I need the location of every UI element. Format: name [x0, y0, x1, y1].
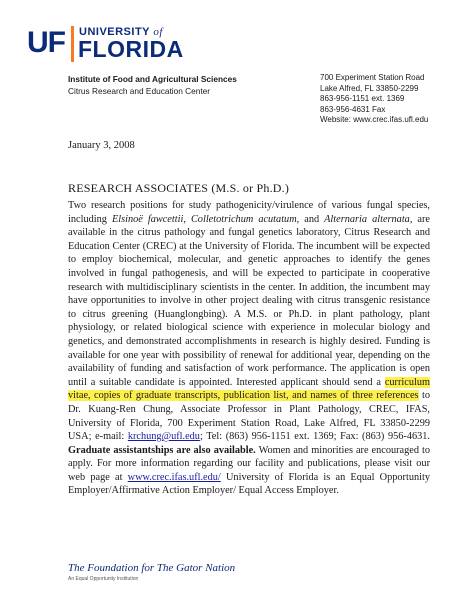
body-text-8: University of Florida is an Equal Opportunity Employer/Affirmative Action Employer/ Equal Access Employer. [68, 471, 430, 497]
logo-divider [71, 26, 74, 62]
body-text-3: , and [296, 213, 325, 225]
highlighted-requirements: curriculum vitae, copies of graduate transcripts, publication list, and names of three references [68, 376, 430, 402]
letter-footer [68, 562, 235, 582]
logo-of-word: of [153, 26, 163, 38]
body-text-7: Women and minorities are encouraged to apply. For more information regarding our facility and publications, please visit our web page at [68, 444, 430, 483]
position-description [68, 199, 430, 498]
fax-line: 863-956-4631 Fax [320, 104, 386, 114]
letterhead-address [320, 73, 428, 126]
body-text-6: ; Tel: (863) 956-1151 ext. 1369; Fax: (863) 956-4631. [199, 431, 430, 443]
university-logo [27, 22, 227, 66]
assistantship-note: Graduate assistantships are also available. [68, 444, 256, 456]
footer-eo-statement: An Equal Opportunity Institution [68, 576, 139, 582]
body-text-1: Two research positions for study pathogenicity/virulence of various fungal species, including [68, 200, 430, 225]
email-link[interactable]: krchung@ufl.edu [127, 431, 200, 443]
species-name-3: Alternaria alternata [324, 213, 410, 225]
uf-monogram: UF [27, 26, 65, 59]
institute-name: Institute of Food and Agricultural Sciences [68, 74, 237, 84]
species-name-2: Colletotrichum acutatum [190, 213, 297, 225]
body-text-2: , [183, 213, 191, 225]
position-heading: RESEARCH ASSOCIATES (M.S. or Ph.D.) [68, 181, 290, 195]
website-line: Website: www.crec.ifas.ufl.edu [320, 115, 429, 124]
species-name-1: Elsinoë fawcettii [111, 213, 184, 225]
center-name: Citrus Research and Education Center [68, 86, 211, 96]
phone-line: 863-956-1151 ext. 1369 [320, 94, 405, 103]
body-text-5: to Dr. Kuang-Ren Chung, Associate Professor in Plant Pathology, CREC, IFAS, University of Florida, 700 Experiment Station Road, Lake Alfred, FL 33850-2299 USA; e-mail: [68, 390, 430, 443]
website-link[interactable]: www.crec.ifas.ufl.edu/ [127, 471, 221, 483]
letter-date: January 3, 2008 [68, 140, 135, 151]
logo-florida-text: FLORIDA [78, 36, 184, 62]
body-text-4: , are available in the citrus pathology and fungal genetics laboratory, Citrus Research and Education Center (CREC) at the University of Florida. The incumbent will be expected to employ biochemical, molecular, and genetic approaches to identify the genes involved in fungal pathogenesis, and will be expected to participate in cooperative research with multidisciplinary scientists in the center. In addition, the incumbent may have opportunities to involve in other project dealing with citrus transgenic resistance to citrus greening (Huanglongbing). A M.S. or Ph.D. in plant pathology, plant physiology, or related biological science with experience in molecular biology and genetics, and demonstrated accomplishments in research is highly desired. Funding is available for one year with possibility of renewal for additional year, depending on the availability of funding and satisfaction of work performance. The application is open until a suitable candidate is appointed. Interested applicant should send a [68, 213, 431, 388]
address-line-1: 700 Experiment Station Road [320, 73, 425, 82]
address-line-2: Lake Alfred, FL 33850-2299 [320, 83, 419, 93]
footer-tagline: The Foundation for The Gator Nation [68, 562, 236, 574]
letterhead-left [68, 73, 237, 97]
logo-university-word: UNIVERSITY [79, 26, 150, 38]
